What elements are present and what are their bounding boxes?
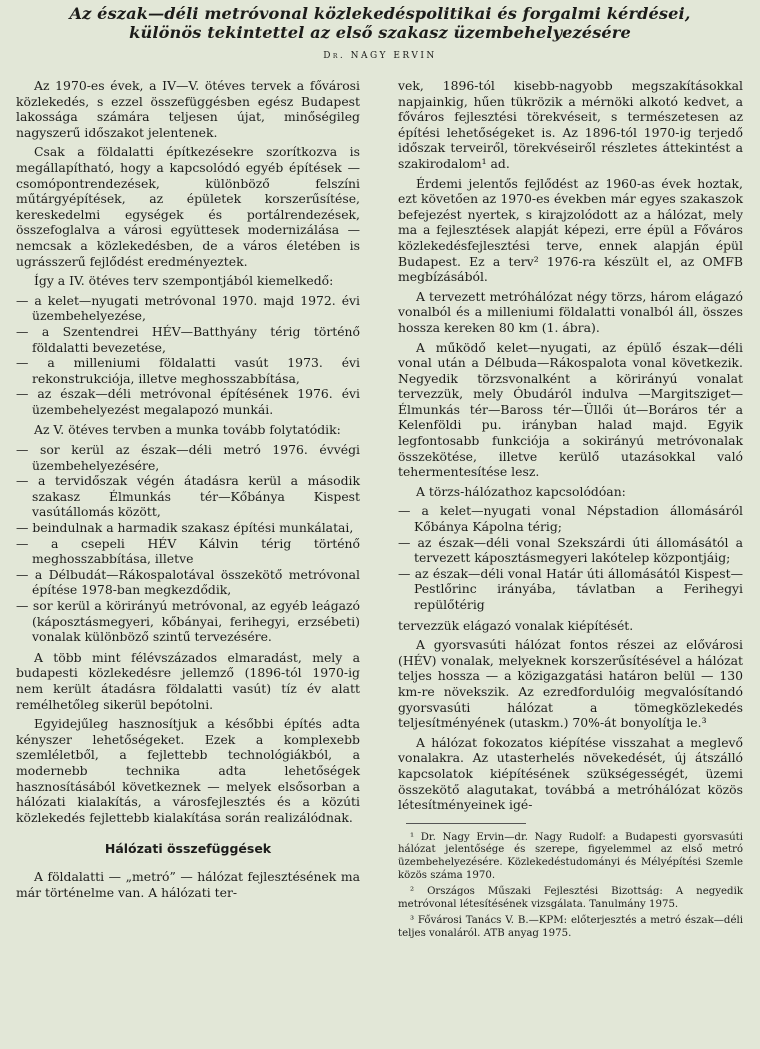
list-item: — a tervidőszak végén átadásra kerül a második szakasz Élmunkás tér—Kőbánya Kispest vasútállomás között, [16,473,360,520]
list-item: — a Szentendrei HÉV—Batthyány térig történő földalatti bevezetése, [16,323,360,355]
right-column [398,78,743,944]
list-item: — sor kerül az észak—déli metró 1976. évvégi üzembehelyezésére, [16,442,360,473]
list-item: — sor kerül a körirányú metróvonal, az egyéb leágazó (káposztásmegyeri, kőbányai, ferihegyi, erzsébeti) vonalak különböző szintű tervezésére. [16,598,360,645]
list-item: — az észak—déli vonal Szekszárdi úti állomásától a tervezett káposztásmegyeri lakótelep központjáig; [398,534,743,566]
paragraph: Csak a földalatti építkezésekre szorítkozva is megállapítható, hogy a kapcsolódó egyéb építések — csomópontrendezések, különböző felszíni műtárgyépítések, az épületek korszerűsítése, kereskedelmi egységek és portálrendezések, összefoglalva a városi együttesek modernizálása — nemcsak a közlekedésben, de a város életében is ugrásszerű fejlődést eredményeztek. [16,144,360,269]
list-item: — az észak—déli metróvonal építésének 1976. évi üzembehelyezést megalapozó munkái. [16,386,360,417]
paragraph: A törzs-hálózathoz kapcsolódóan: [416,483,626,499]
list-item: — a csepeli HÉV Kálvin térig történő meghosszabbítása, illetve [16,535,360,567]
footnote-divider [406,823,526,824]
list-item: — az észak—déli vonal Határ úti állomásától Kispest—Pestlőrinc irányába, távlatban a Ferihegyi repülőtérig [398,565,743,612]
footnote: ¹ Dr. Nagy Ervin—dr. Nagy Rudolf: a Budapesti gyorsvasúti hálózat jelentősége és szerepe, figyelemmel az első metró üzembehelyezésére. Közlekedéstudományi és Mélyépítési Szemle közös száma 1970. [398,831,743,881]
list-item: — a Délbudát—Rákospalotával összekötő metróvonal építése 1978-ban megkezdődik, [16,566,360,598]
branch-line-list [398,503,743,612]
footnote: ³ Fővárosi Tanács V. B.—KPM: előterjesztés a metró észak—déli teljes vonaláról. ATB anyag 1975. [398,915,743,939]
paragraph: A földalatti — „metró” — hálózat fejlesztésének ma már történelme van. A hálózati ter- [16,868,360,900]
title-line-2: különös tekintettel az első szakasz üzembehelyezésére [129,23,631,42]
paragraph: Érdemi jelentős fejlődést az 1960-as évek hoztak, ezt követően az 1970-es években már egyes szakaszok befejezést nyertek, s kirajzolódott az a hálózat, mely ma a fejlesztések alapját képezi, erre épül a Főváros közlekedésfejlesztési terve, ennek alapján épül Budapest. Ez a terv² 1976-ra készült el, az OMFB megbízásából. [398,175,743,285]
list-item: — a kelet—nyugati metróvonal 1970. majd 1972. évi üzembehelyezése, [16,292,360,324]
paragraph: Az 1970-es évek, a IV—V. ötéves tervek a fővárosi közlekedés, s ezzel összefüggésben egész Budapest lakossága számára teljesen újat, minőségileg nagyszerű időszakot jelentenek. [16,78,360,140]
list-item: — a milleniumi földalatti vasút 1973. évi rekonstrukciója, illetve meghosszabbítása, [16,355,360,386]
paragraph: A tervezett metróhálózat négy törzs, három elágazó vonalból és a milleniumi földalatti vonalból áll, összes hossza kereken 80 km (1. ábra). [398,288,743,335]
paragraph: A működő kelet—nyugati, az épülő észak—déli vonal után a Délbuda—Rákospalota vonal következik. Negyedik törzsvonalként a körirányú vonalat tervezzük, mely Óbudáról indulva —Margitsziget—Élmunkás tér—Baross tér—Üllői út—Boráros tér a Kelenföldi pu. irányban halad majd. Egyik legfontosabb funkciója a sokirányú metróvonalak összekötése, illetve kerülő utazásokkal való tehermentesítése lesz. [398,339,743,480]
paragraph: A gyorsvasúti hálózat fontos részei az elővárosi (HÉV) vonalak, melyeknek korszerűsítésével a hálózat teljes hossza — a közigazgatási határon belül — 130 km-re növekszik. Az ezredfordulóig megvalósítandó gyorsvasúti hálózat a tömegközlekedés teljesítményének (utaskm.) 70%-át bonyolítja le.³ [398,637,743,731]
paragraph: Az V. ötéves tervben a munka tovább folytatódik: [34,422,341,438]
list-item: — a kelet—nyugati vonal Népstadion állomásáról Kőbánya Kápolna térig; [398,503,743,535]
left-column [16,78,360,904]
article-title [0,4,760,42]
plan-list-v [16,442,360,645]
paragraph: Így a IV. ötéves terv szempontjából kiemelkedő: [34,273,334,289]
paragraph: A több mint félévszázados elmaradást, mely a budapesti közlekedésre jellemző (1896-tól 1970-ig nem került átadásra földalatti vasút) tíz év alatt remélhetőleg sikerül bepótolni. [16,649,360,712]
footnote: ² Országos Műszaki Fejlesztési Bizottság: A negyedik metróvonal létesítésének vizsgálata. Tanulmány 1975. [398,886,743,910]
author-byline: Dr. NAGY ERVIN [323,51,437,61]
plan-list-iv [16,293,360,418]
paragraph: Egyidejűleg hasznosítjuk a későbbi építés adta kényszer lehetőségeket. Ezek a komplexebb szemléletből, a fejlettebb technológiákból, a modernebb technika adta lehetőségek hasznosításából következnek — melyek elsősorban a hálózati kialakítás, a városfejlesztés és a közúti közlekedés fejlettebb kialakítása során realizálódnak. [16,716,360,825]
paragraph: A hálózat fokozatos kiépítése visszahat a meglevő vonalakra. Az utasterhelés növekedését, új átszálló kapcsolatok kiépítésének szükségességét, üzemi összekötő alagutakat, továbbá a metróhálózat közös létesítményeinek igé- [398,734,743,813]
title-line-1: Az észak—déli metróvonal közlekedéspolitikai és forgalmi kérdései, [69,4,691,23]
section-heading: Hálózati összefüggések [104,841,272,857]
paragraph: vek, 1896-tól kisebb-nagyobb megszakításokkal napjainkig, hűen tükrözik a mérnöki alkotó kedvet, a főváros fejlesztési törekvéseit, s természetesen az építési lehetőségeket is. Az 1896-tól 1970-ig terjedő időszak terveiről, törekvéseiről részletes áttekintést a szakirodalom¹ ad. [398,78,743,171]
paragraph: tervezzük elágazó vonalak kiépítését. [398,617,634,633]
list-item: — beindulnak a harmadik szakasz építési munkálatai, [16,520,354,536]
